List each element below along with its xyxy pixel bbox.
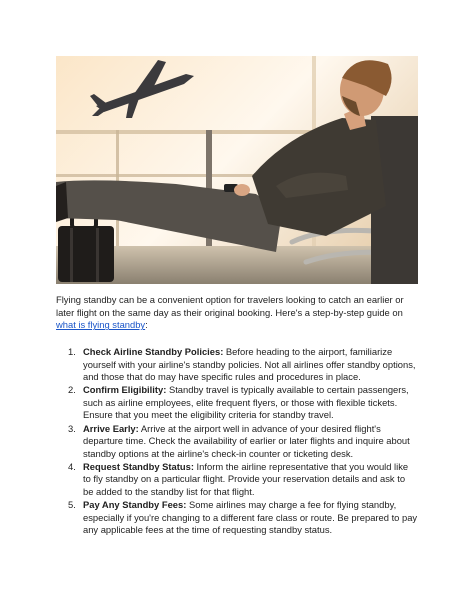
list-item (56, 499, 418, 537)
standby-guide-link[interactable]: what is flying standby (56, 319, 146, 331)
step-text: Standby travel is typically available to certain passengers, such as airline employees, elite frequent flyers, or those with flexible tickets. Ensure that you meet the eligibility criteria for standby travel. (83, 384, 409, 421)
intro-suffix: : (145, 319, 148, 331)
step-number: 1. (68, 346, 76, 357)
list-item (56, 346, 418, 384)
step-text: Arrive at the airport well in advance of your desired flight's departure time. Check the availability of earlier or later flights and inquire about standby options at the airline's check-in counter or ticketing desk. (83, 422, 410, 459)
list-item (56, 461, 418, 499)
hero-image (56, 56, 418, 284)
step-title: Arrive Early: (83, 422, 139, 434)
step-number: 4. (68, 460, 76, 472)
step-title: Pay Any Standby Fees: (83, 499, 187, 511)
step-title: Request Standby Status: (83, 460, 194, 472)
step-text: Before heading to the airport, familiarize yourself with your airline's standby policies. Not all airlines offer standby options, and those that do may have specific rules and procedures in place. (83, 346, 416, 383)
step-text: Some airlines may charge a fee for flying standby, especially if you're changing to a different fare class or route. Be prepared to pay any applicable fees at the time of requesting standby status. (83, 499, 418, 536)
step-number: 3. (68, 422, 76, 434)
intro-text: Flying standby can be a convenient option for travelers looking to catch an earlier or later flight on the same day as their original booking. Here's a step-by-step guide on (56, 294, 404, 318)
list-item (56, 384, 418, 422)
step-title: Confirm Eligibility: (83, 384, 167, 396)
step-number: 5. (68, 499, 76, 511)
intro-paragraph (56, 294, 418, 332)
step-title: Check Airline Standby Policies: (83, 346, 224, 357)
standby-steps-list (56, 346, 418, 537)
step-text: Inform the airline representative that you would like to fly standby on a particular flight. Provide your reservation details and ask to be added to the standby list for that flight. (83, 460, 409, 498)
airport-photo (56, 56, 418, 284)
step-number: 2. (68, 384, 76, 396)
list-item (56, 423, 418, 461)
